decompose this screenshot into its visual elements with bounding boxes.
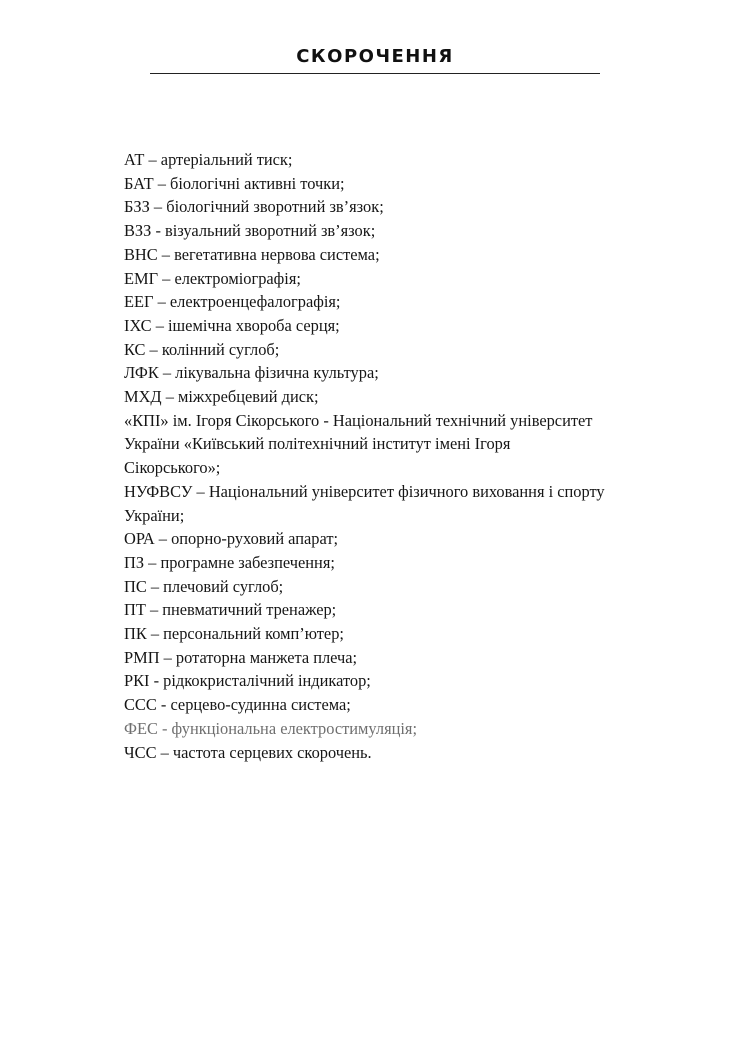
- abbreviation-line: ПЗ – програмне забезпечення;: [124, 552, 335, 572]
- abbreviation-line: ФЕС - функціональна електростимуляція;: [124, 718, 418, 738]
- abbreviation-line: «КПІ» ім. Ігоря Сікорського - Національний технічний університет: [124, 410, 593, 430]
- heading-underline: [150, 73, 600, 74]
- page-title: СКОРОЧЕННЯ: [296, 46, 454, 67]
- abbreviation-line: РМП – ротаторна манжета плеча;: [124, 647, 358, 667]
- abbreviation-line: НУФВСУ – Національний університет фізичного виховання і спорту: [124, 481, 605, 501]
- abbreviation-line: ІХС – ішемічна хвороба серця;: [124, 315, 340, 335]
- abbreviation-line: ЕМГ – електроміографія;: [124, 268, 301, 288]
- abbreviation-line: ПТ – пневматичний тренажер;: [124, 600, 337, 620]
- abbreviation-line: ПК – персональний комп’ютер;: [124, 624, 344, 644]
- abbreviation-line: КС – колінний суглоб;: [124, 339, 280, 359]
- abbreviation-line: ВНС – вегетативна нервова система;: [124, 244, 380, 264]
- abbreviation-line: України;: [124, 505, 185, 525]
- abbreviation-line: РКІ - рідкокристалічний індикатор;: [124, 671, 371, 691]
- abbreviation-line: України «Київський політехнічний інститут імені Ігоря: [124, 434, 511, 454]
- abbreviation-line: ЕЕГ – електроенцефалографія;: [124, 292, 341, 312]
- abbreviation-line: ЛФК – лікувальна фізична культура;: [124, 363, 379, 383]
- abbreviation-line: ОРА – опорно-руховий апарат;: [124, 529, 339, 549]
- abbreviation-line: БЗЗ – біологічний зворотний зв’язок;: [124, 197, 384, 217]
- abbreviation-line: ЧСС – частота серцевих скорочень.: [124, 742, 372, 762]
- abbreviation-line: АТ – артеріальний тиск;: [124, 150, 293, 169]
- abbreviation-line: БАТ – біологічні активні точки;: [124, 173, 345, 193]
- abbreviation-line: МХД – міжхребцевий диск;: [124, 387, 319, 407]
- abbreviation-line: ВЗЗ - візуальний зворотний зв’язок;: [124, 221, 376, 241]
- abbreviation-list: [124, 148, 684, 764]
- abbreviation-line: ССС - серцево-судинна система;: [124, 695, 351, 715]
- abbreviation-line: Сікорського»;: [124, 458, 221, 478]
- abbreviation-line: ПС – плечовий суглоб;: [124, 576, 284, 596]
